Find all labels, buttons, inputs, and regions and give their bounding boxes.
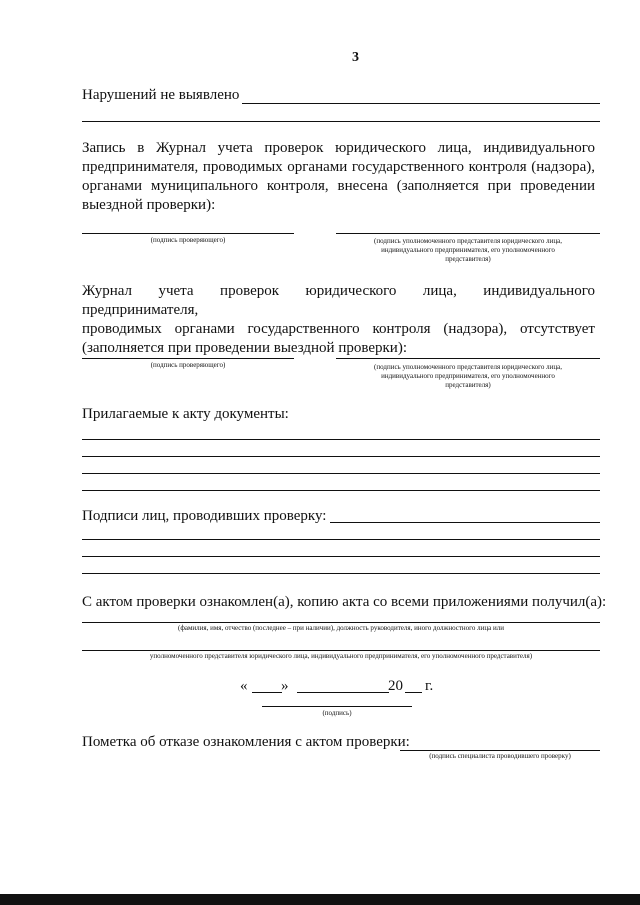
acquainted-line xyxy=(82,622,600,623)
violations-label: Нарушений не выявлено xyxy=(82,87,240,103)
page-number: 3 xyxy=(352,50,359,65)
attached-docs-line xyxy=(82,473,600,474)
date-open-quote: « xyxy=(240,678,248,694)
journal-absent-sig-left-line xyxy=(82,358,294,359)
date-year-line xyxy=(405,692,422,693)
journal-entry-line: органами муниципального контроля, внесена (заполняется при проведении xyxy=(82,178,595,194)
signatures-label: Подписи лиц, проводивших проверку: xyxy=(82,508,327,524)
violations-line-2 xyxy=(82,121,600,122)
journal-entry-line: предпринимателя, проводимых органами государственного контроля (надзора), xyxy=(82,159,595,175)
attached-docs-line xyxy=(82,439,600,440)
journal-absent-sig-left-caption: (подпись проверяющего) xyxy=(150,361,226,369)
refusal-label: Пометка об отказе ознакомления с актом проверки: xyxy=(82,734,410,750)
journal-absent-sig-right-caption xyxy=(336,363,600,390)
journal-entry-sig-right-line xyxy=(336,233,600,234)
acquainted-signature-line xyxy=(262,706,412,707)
caption-line: (подпись уполномоченного представителя юридического лица, xyxy=(374,237,562,245)
caption-line: представителя) xyxy=(445,381,491,389)
caption-line: (подпись уполномоченного представителя юридического лица, xyxy=(374,363,562,371)
journal-entry-line: выездной проверки): xyxy=(82,197,216,213)
caption-line: представителя) xyxy=(445,255,491,263)
journal-absent-sig-right-line xyxy=(336,358,600,359)
scan-bottom-edge xyxy=(0,894,640,905)
date-close-quote: » xyxy=(281,678,289,694)
acquainted-line xyxy=(82,650,600,651)
journal-entry-line: Запись в Журнал учета проверок юридического лица, индивидуального xyxy=(82,140,595,156)
date-day-line xyxy=(252,692,282,693)
journal-entry-text xyxy=(82,139,595,215)
caption-line: индивидуального предпринимателя, его уполномоченного xyxy=(381,246,555,254)
violations-line xyxy=(242,103,600,104)
date-year-prefix: 20 xyxy=(388,678,403,694)
signatures-line xyxy=(82,573,600,574)
acquainted-caption-2: уполномоченного представителя юридического лица, индивидуального предпринимателя, его уполномоченного представителя) xyxy=(149,652,533,660)
signatures-line xyxy=(82,539,600,540)
journal-absent-line: (заполняется при проведении выездной проверки): xyxy=(82,340,407,356)
journal-absent-line: проводимых органами государственного контроля (надзора), отсутствует xyxy=(82,321,595,337)
journal-absent-line: Журнал учета проверок юридического лица, индивидуального предпринимателя, xyxy=(82,283,595,318)
attached-docs-line xyxy=(82,490,600,491)
signatures-line xyxy=(330,522,600,523)
signatures-line xyxy=(82,556,600,557)
journal-entry-sig-left-caption: (подпись проверяющего) xyxy=(150,236,226,244)
journal-entry-sig-right-caption xyxy=(336,237,600,264)
date-month-line xyxy=(297,692,389,693)
date-year-suffix: г. xyxy=(425,678,434,694)
journal-entry-sig-left-line xyxy=(82,233,294,234)
attached-docs-line xyxy=(82,456,600,457)
acquainted-signature-caption: (подпись) xyxy=(322,709,352,717)
refusal-line xyxy=(400,750,600,751)
attached-docs-label: Прилагаемые к акту документы: xyxy=(82,406,289,422)
journal-absent-text xyxy=(82,282,595,358)
refusal-caption: (подпись специалиста проводившего проверку) xyxy=(429,752,571,760)
acquainted-label: С актом проверки ознакомлен(а), копию акта со всеми приложениями получил(а): xyxy=(82,594,607,610)
acquainted-caption-1: (фамилия, имя, отчество (последнее – при наличии), должность руководителя, иного должностного лица или xyxy=(178,624,504,632)
caption-line: индивидуального предпринимателя, его уполномоченного xyxy=(381,372,555,380)
